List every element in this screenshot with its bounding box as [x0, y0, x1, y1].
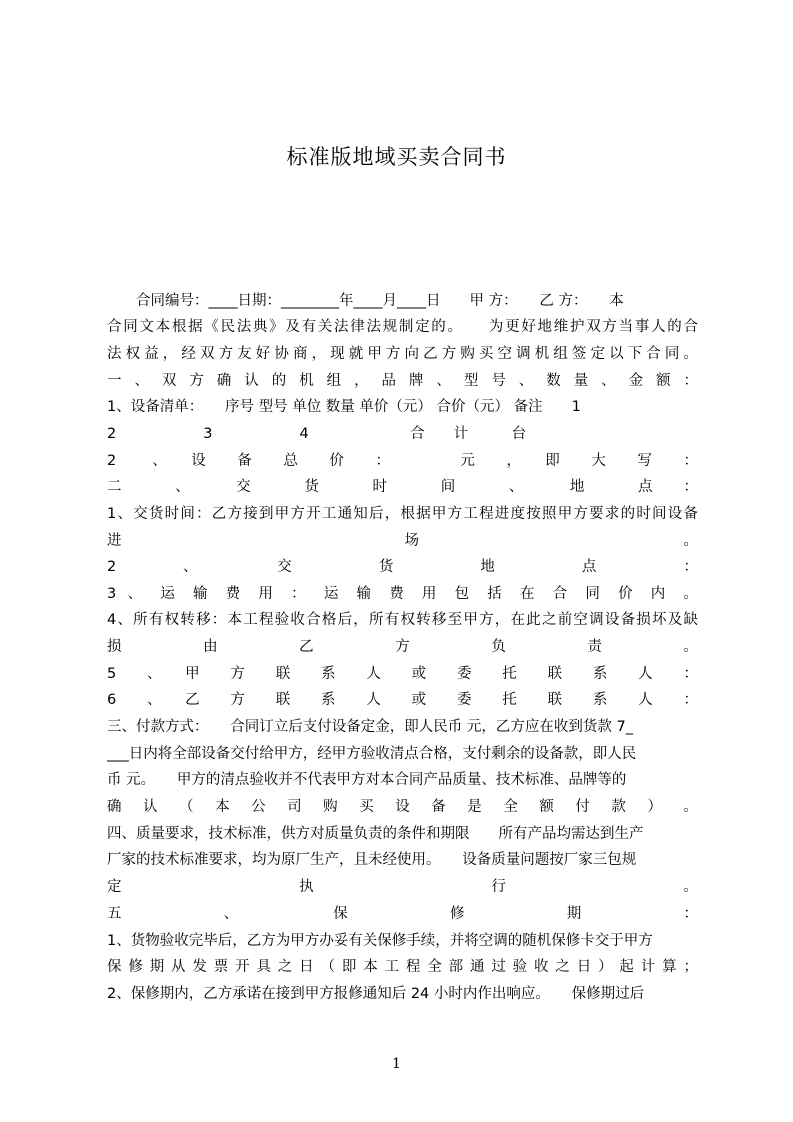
body-line: 2、保修期内，乙方承诺在接到甲方报修通知后 24 小时内作出响应。 保修期过后: [107, 986, 645, 1002]
body-line: 保 修 期 从 发 票 开 具 之 日 （ 即 本 工 程 全 部 通 过 验 收 之 日 ） 起 计 算 ；: [107, 959, 698, 975]
body-line: 3 、 运 输 费 用 ： 运 输 费 用 包 括 在 合 同 价 内 。: [107, 586, 698, 602]
body-line: 4、所有权转移：本工程验收合格后，所有权转移至甲方，在此之前空调设备损坏及缺: [107, 612, 698, 628]
body-line: 四、质量要求，技术标准，供方对质量负责的条件和期限 所有产品均需达到生产: [107, 826, 644, 842]
body-line: 2 、 设 备 总 价 ： 元 ， 即 大 写 ：: [107, 453, 698, 469]
body-line: 2 、 交 货 地 点 ：: [107, 559, 698, 575]
document-title: 标准版地域买卖合同书: [286, 145, 507, 169]
body-line: 损 由 乙 方 负 责 。: [107, 639, 698, 655]
body-line: 1、设备清单： 序号 型号 单位 数量 单价（元） 合价（元） 备注 1: [107, 399, 581, 415]
body-line: 合同文本根据《民法典》及有关法律法规制定的。 为更好地维护双方当事人的合: [107, 319, 698, 335]
body-line: 2 3 4 合 计 台: [107, 426, 527, 442]
body-line: 1、交货时间：乙方接到甲方开工通知后，根据甲方工程进度按照甲方要求的时间设备: [107, 506, 698, 522]
body-line: 一 、 双 方 确 认 的 机 组 ， 品 牌 、 型 号 、 数 量 、 金 额 ：: [107, 373, 698, 389]
page-number: 1: [392, 1056, 401, 1072]
body-line: 币 元。 甲方的清点验收并不代表甲方对本合同产品质量、技术标准、品牌等的: [107, 772, 627, 788]
body-line: ___日内将全部设备交付给甲方，经甲方验收清点合格，支付剩余的设备款，即人民: [107, 746, 637, 762]
body-line: 合同编号：____日期：________年____月____日 甲 方： 乙 方： 本: [107, 293, 624, 309]
body-line: 五 、 保 修 期 ：: [107, 906, 698, 922]
body-line: 确 认 （ 本 公 司 购 买 设 备 是 全 额 付 款 ） 。: [107, 799, 698, 815]
body-line: 法权益，经双方友好协商，现就甲方向乙方购买空调机组签定以下合同。: [107, 346, 698, 362]
body-line: 1、货物验收完毕后，乙方为甲方办妥有关保修手续，并将空调的随机保修卡交于甲方: [107, 933, 653, 949]
body-line: 厂家的技术标准要求，均为原厂生产，且未经使用。 设备质量问题按厂家三包规: [107, 852, 637, 868]
body-line: 6 、 乙 方 联 系 人 或 委 托 联 系 人 ：: [107, 692, 698, 708]
body-line: 三、付款方式： 合同订立后支付设备定金，即人民币 元，乙方应在收到货款 7_: [107, 719, 633, 735]
body-line: 二 、 交 货 时 间 、 地 点 ：: [107, 479, 698, 495]
body-line: 定 执 行 。: [107, 879, 698, 895]
body-line: 进 场 。: [107, 533, 698, 549]
body-line: 5 、 甲 方 联 系 人 或 委 托 联 系 人 ：: [107, 666, 698, 682]
